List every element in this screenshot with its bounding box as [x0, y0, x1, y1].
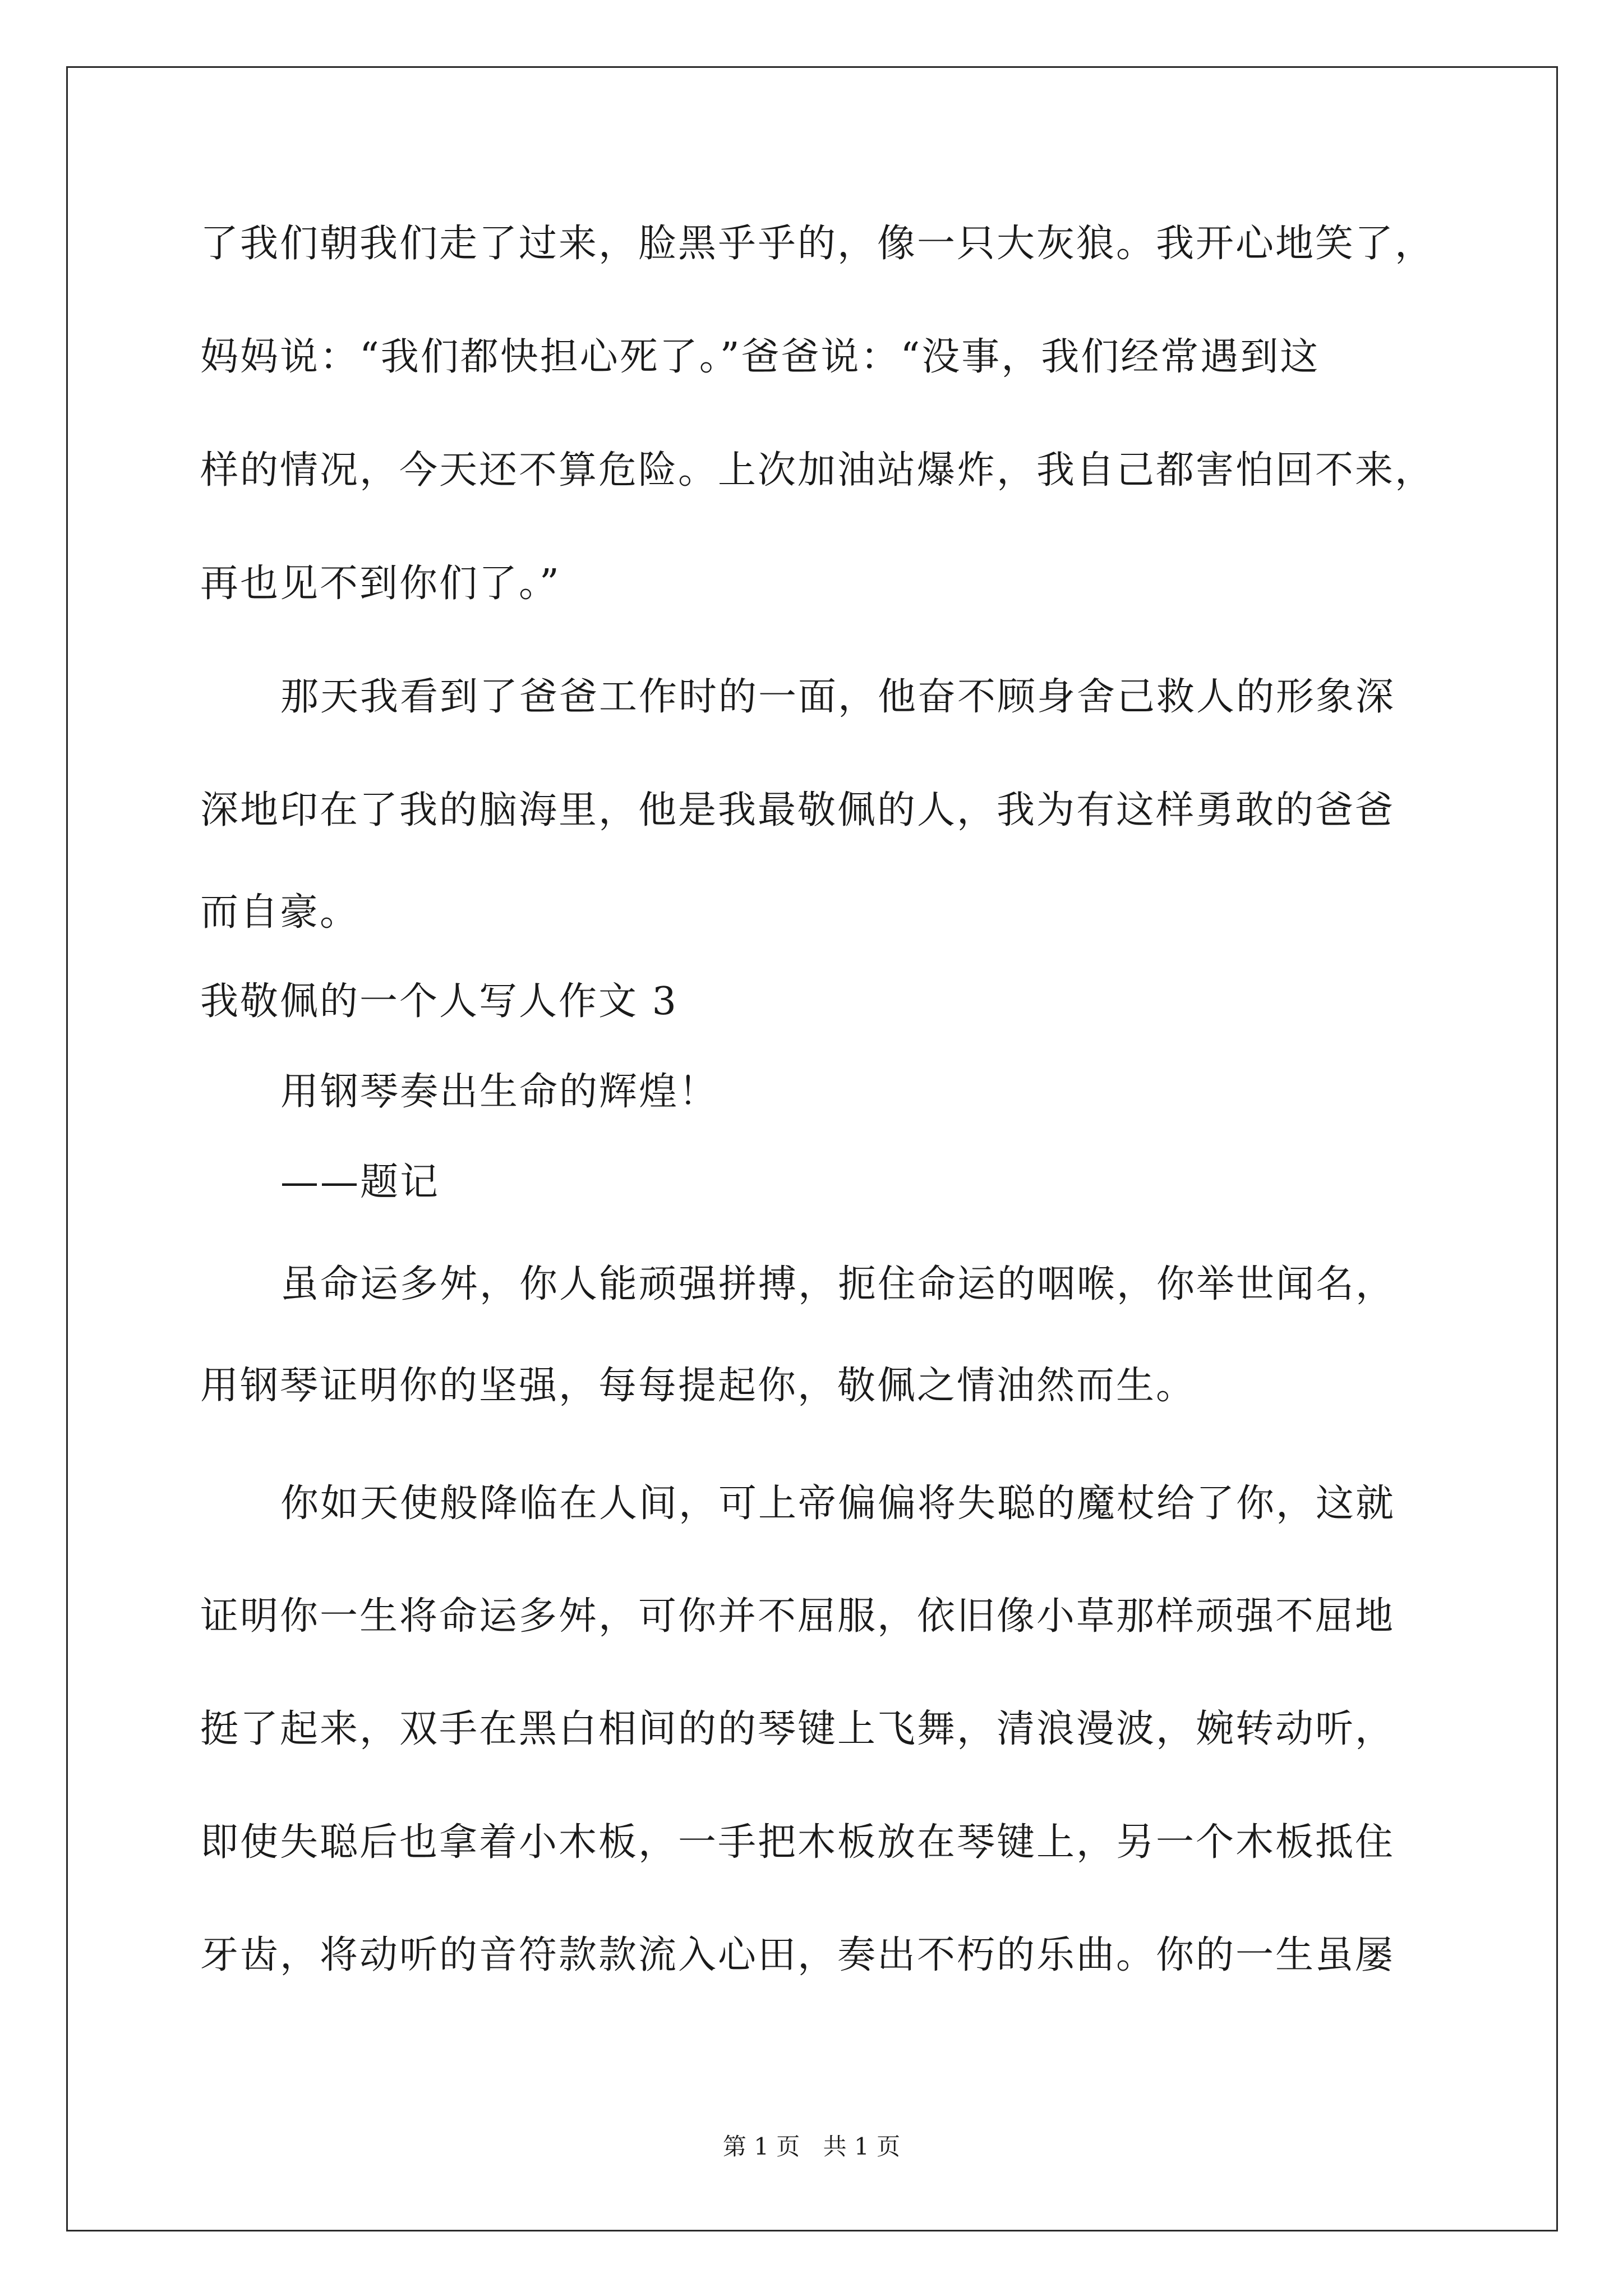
- paragraph-line: 虽命运多舛，你人能顽强拼搏，扼住命运的咽喉，你举世闻名，: [280, 1262, 1396, 1306]
- paragraph-line: 挺了起来，双手在黑白相间的的琴键上飞舞，清浪漫波，婉转动听，: [200, 1707, 1395, 1751]
- paragraph-line: 牙齿，将动听的音符款款流入心田，奏出不朽的乐曲。你的一生虽屡: [200, 1933, 1395, 1977]
- paragraph-line: 深地印在了我的脑海里，他是我最敬佩的人，我为有这样勇敢的爸爸: [200, 788, 1395, 832]
- epigraph: 用钢琴奏出生命的辉煌！: [280, 1070, 719, 1114]
- paragraph-line: 用钢琴证明你的坚强，每每提起你，敬佩之情油然而生。: [200, 1364, 1196, 1408]
- paragraph-line: 妈妈说：“我们都快担心死了。”爸爸说：“没事，我们经常遇到这: [200, 335, 1320, 379]
- paragraph-line: 证明你一生将命运多舛，可你并不屈服，依旧像小草那样顽强不屈地: [200, 1594, 1395, 1639]
- paragraph-line: 而自豪。: [200, 890, 360, 935]
- paragraph-line: 样的情况，今天还不算危险。上次加油站爆炸，我自己都害怕回不来，: [200, 448, 1435, 493]
- paragraph-line: 了我们朝我们走了过来，脸黑乎乎的，像一只大灰狼。我开心地笑了，: [200, 222, 1435, 266]
- page-number: 第 1 页: [722, 2133, 800, 2160]
- epigraph-attribution: ——题记: [280, 1160, 440, 1204]
- page-footer: [0, 2133, 1623, 2161]
- paragraph-line: 你如天使般降临在人间，可上帝偏偏将失聪的魔杖给了你，这就: [280, 1481, 1396, 1526]
- section-heading: 我敬佩的一个人写人作文 3: [200, 979, 678, 1024]
- page-total: 共 1 页: [823, 2133, 901, 2160]
- page-border: [66, 66, 1558, 2231]
- paragraph-line: 即使失聪后也拿着小木板，一手把木板放在琴键上，另一个木板抵住: [200, 1820, 1395, 1865]
- paragraph-line: 那天我看到了爸爸工作时的一面，他奋不顾身舍己救人的形象深: [280, 675, 1396, 719]
- paragraph-line: 再也见不到你们了。”: [200, 562, 561, 606]
